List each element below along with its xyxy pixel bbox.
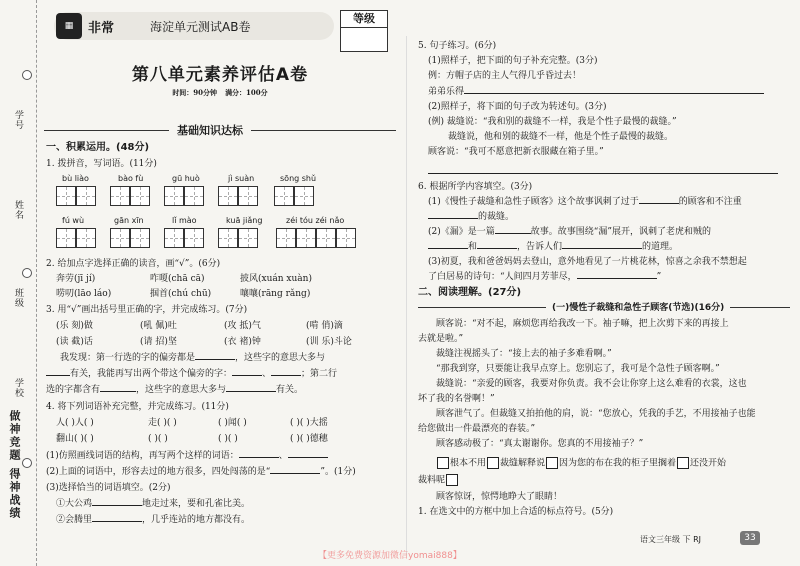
pinyin-6: fú wù — [62, 216, 85, 225]
series-name: 海淀单元测试AB卷 — [150, 20, 251, 34]
punct-box[interactable] — [446, 474, 458, 486]
writing-grid[interactable] — [56, 228, 96, 248]
grade-label: 等级 — [341, 11, 387, 28]
q2-item[interactable]: 咋嗄(chā cā) — [150, 274, 205, 284]
reading-line: 坏了我的名誉啊！” — [418, 394, 495, 404]
grade-box — [340, 10, 388, 52]
q5-sub2: (2)照样子，将下面的句子改为转述句。(3分) — [428, 102, 607, 112]
reading-title: (一)慢性子裁缝和急性子顾客(节选)(16分) — [546, 300, 730, 313]
section-band — [44, 122, 396, 138]
reading-line: 给您做出一件最漂亮的春装。” — [418, 424, 536, 434]
writing-grid[interactable] — [110, 228, 150, 248]
q1-title: 1. 拨拼音，写词语。(11分) — [46, 159, 157, 169]
q6-sub3b: 了白居易的诗句：“人间四月芳菲尽， ” — [428, 272, 662, 282]
q3-text: 选的字都含有 ，这些字的意思大多与 有关。 — [46, 385, 304, 395]
q3-text: 有关，我能再写出两个带这个偏旁的字： 、 ；第二行 — [46, 368, 337, 380]
binding-hole-icon — [22, 70, 32, 80]
q4-item[interactable]: 人( )人( ) — [56, 418, 94, 428]
class-label: 班级 — [13, 288, 23, 308]
pinyin-8: lǐ mào — [172, 216, 197, 225]
logo-icon: ▦ — [56, 13, 82, 39]
pinyin-5: sōng shǔ — [280, 174, 317, 183]
q5-title: 5. 句子练习。(6分) — [418, 41, 497, 51]
q2-item[interactable]: 披风(xuán xuàn) — [240, 274, 312, 284]
time-limit: 时间：90分钟 — [172, 88, 218, 97]
exam-meta — [44, 88, 396, 98]
pinyin-4: jì suàn — [228, 174, 255, 183]
q4-title: 4. 将下列词语补充完整，并完成练习。(11分) — [46, 402, 229, 412]
name-label: 姓名 — [13, 200, 23, 220]
q3-item[interactable]: (攻 抵)气 — [224, 321, 261, 331]
reading-line: 顾客泄气了。但裁缝又拍拍他的肩，说：“您放心，凭我的手艺，不用接袖子也能 — [436, 409, 756, 419]
q5-fill: 弟弟乐得 — [428, 86, 764, 98]
binding-hole-icon — [22, 458, 32, 468]
q3-item[interactable]: (乐 刻)做 — [56, 321, 93, 331]
writing-grid[interactable] — [164, 186, 204, 206]
q6-sub1c: 的裁缝。 — [428, 211, 514, 223]
reading-question-1: 1. 在选文中的方框中加上合适的标点符号。(5分) — [418, 507, 614, 517]
q3-item[interactable]: (读 截)话 — [56, 337, 93, 347]
q2-item[interactable]: 唠叨(lāo láo) — [56, 289, 112, 299]
footer-subject: 语文三年级 下 RJ — [640, 535, 702, 544]
reading-line: 裁缝说：“亲爱的顾客，我要对你负责。我不会让你穿上这么难看的衣裳，这也 — [436, 379, 747, 389]
writing-grid[interactable] — [218, 228, 258, 248]
pinyin-2: bào fù — [118, 174, 144, 183]
pinyin-9: kuā jiǎng — [226, 216, 263, 225]
section-band-title: 基础知识达标 — [169, 122, 251, 138]
writing-grid[interactable] — [276, 228, 356, 248]
q6-sub1: (1)《慢性子裁缝和急性子顾客》这个故事讽刺了过于 的顾客和不注重 — [428, 197, 742, 207]
q4-sub2: (2)上面的词语中，形容去过的地方很多，四处闯荡的是“ ”。(1分) — [46, 467, 356, 477]
reading-end: 顾客惊讶，惊愕地睁大了眼睛！ — [436, 492, 563, 502]
punct-box[interactable] — [437, 457, 449, 469]
reading-line: 去就是啦。” — [418, 334, 464, 344]
q4-item[interactable]: 翻山( )( ) — [56, 434, 94, 444]
reading-line: “那我到穿，只要能让我早点穿上。您别忘了，我可是个急性子顾客啊。” — [436, 364, 720, 374]
binding-hole-icon — [22, 268, 32, 278]
q5-example2c: 顾客说：“我可不愿意把新衣服藏在箱子里。” — [428, 147, 604, 157]
q4-sub3a: ①大公鸡 地走过来，要和孔雀比美。 — [56, 499, 251, 509]
brand-name: 非常 — [88, 21, 115, 36]
q4-sub1: (1)仿照画线词语的结构，再写两个这样的词语： 、 — [46, 450, 328, 462]
q2-item[interactable]: 掴首(chú chū) — [150, 289, 212, 299]
q4-item[interactable]: ( )( ) — [218, 434, 238, 444]
pinyin-7: gān xīn — [114, 216, 144, 225]
binding-strip — [0, 0, 37, 566]
punct-box[interactable] — [487, 457, 499, 469]
q3-item[interactable]: (衣 褚)钟 — [224, 337, 261, 347]
writing-grid[interactable] — [274, 186, 314, 206]
q4-item[interactable]: ( )闻( ) — [218, 418, 247, 428]
q6-sub2: (2)《漏》是一篇 故事。故事围绕“漏”展开，讽刺了老虎和贼的 — [428, 227, 711, 237]
q3-title: 3. 用“√”画出括号里正确的字，并完成练习。(7分) — [46, 305, 248, 315]
part-two-title: 二、阅读理解。(27分) — [418, 287, 522, 298]
q4-sub3b: ②会腾里 ，几乎连站的地方都没有。 — [56, 515, 251, 525]
answer-line[interactable] — [428, 166, 778, 178]
pinyin-1: bù liào — [62, 174, 89, 183]
q2-item[interactable]: 嚷嚷(rāng rǎng) — [240, 289, 311, 299]
reading-boxes: 裁料呢 — [418, 474, 459, 487]
page-title: 第八单元素养评估A卷 — [131, 65, 309, 85]
q2-title: 2. 给加点字选择正确的读音，画“√”。(6分) — [46, 259, 221, 269]
writing-grid[interactable] — [218, 186, 258, 206]
slogan: 做神竞题 得神战绩 — [8, 410, 21, 520]
student-id-label: 学号 — [13, 110, 23, 130]
reading-boxes: 根本不用 裁缝解释说 因为您的布在我的柜子里搁着 还没开始 — [436, 457, 726, 470]
brand-bar — [54, 12, 334, 40]
reading-line: 顾客感动极了：“真太谢谢你。您真的不用接袖子？” — [436, 439, 644, 449]
q4-sub3: (3)选择恰当的词语填空。(2分) — [46, 483, 171, 493]
full-score: 满分：100分 — [225, 88, 268, 97]
q3-item[interactable]: (吼 佩)吐 — [140, 321, 177, 331]
q3-item[interactable]: (请 招)坚 — [140, 337, 177, 347]
q5-example2b: 裁缝说，他和别的裁缝不一样，他是个性子最慢的裁缝。 — [448, 132, 674, 142]
q4-item[interactable]: 走( )( ) — [148, 418, 177, 428]
punct-box[interactable] — [546, 457, 558, 469]
writing-grid[interactable] — [110, 186, 150, 206]
column-divider — [406, 36, 407, 556]
q4-item[interactable]: ( )( )大摇 — [290, 418, 328, 428]
q6-sub2b: 和 ，告诉人们 的道理。 — [428, 241, 678, 253]
q4-item[interactable]: ( )( )德穗 — [290, 434, 328, 444]
q3-item[interactable]: (啃 俏)滴 — [306, 321, 343, 331]
pinyin-10: zéi tóu zéi nǎo — [286, 216, 345, 225]
writing-grid[interactable] — [56, 186, 96, 206]
punct-box[interactable] — [677, 457, 689, 469]
q5-sub1: (1)照样子，把下面的句子补充完整。(3分) — [428, 56, 598, 66]
q4-item[interactable]: ( )( ) — [148, 434, 168, 444]
q5-example: 例：方帽子店的主人气得几乎昏过去！ — [428, 71, 582, 81]
q2-item[interactable]: 奔劳(jī jí) — [56, 274, 96, 284]
pinyin-3: gū huò — [172, 174, 200, 183]
watermark: 【更多免费资源加微信yomai888】 — [318, 551, 462, 561]
q3-text: 我发现：第一行选的字的偏旁都是 ，这些字的意思大多与 — [60, 353, 326, 363]
exam-header — [44, 8, 396, 120]
part-one-title: 一、积累运用。(48分) — [46, 142, 150, 153]
q5-example2a: (例) 裁缝说：“我和别的裁缝不一样，我是个性子最慢的裁缝。” — [428, 117, 677, 127]
q6-title: 6. 根据所学内容填空。(3分) — [418, 182, 533, 192]
reading-line: 裁缝注视摇头了：“接上去的袖子多难看啊。” — [436, 349, 612, 359]
writing-grid[interactable] — [164, 228, 204, 248]
reading-title-bar — [418, 300, 790, 314]
reading-line: 顾客说：“对不起，麻烦您再给我改一下。袖子嘛，把上次剪下来的再接上 — [436, 319, 729, 329]
school-label: 学校 — [13, 378, 23, 398]
q3-item[interactable]: (训 乐)斗论 — [306, 337, 352, 347]
q6-sub3: (3)初夏，我和爸爸妈妈去登山，意外地看见了一片桃花林，惊喜之余我不禁想起 — [428, 257, 747, 267]
page-number: 33 — [740, 531, 760, 545]
